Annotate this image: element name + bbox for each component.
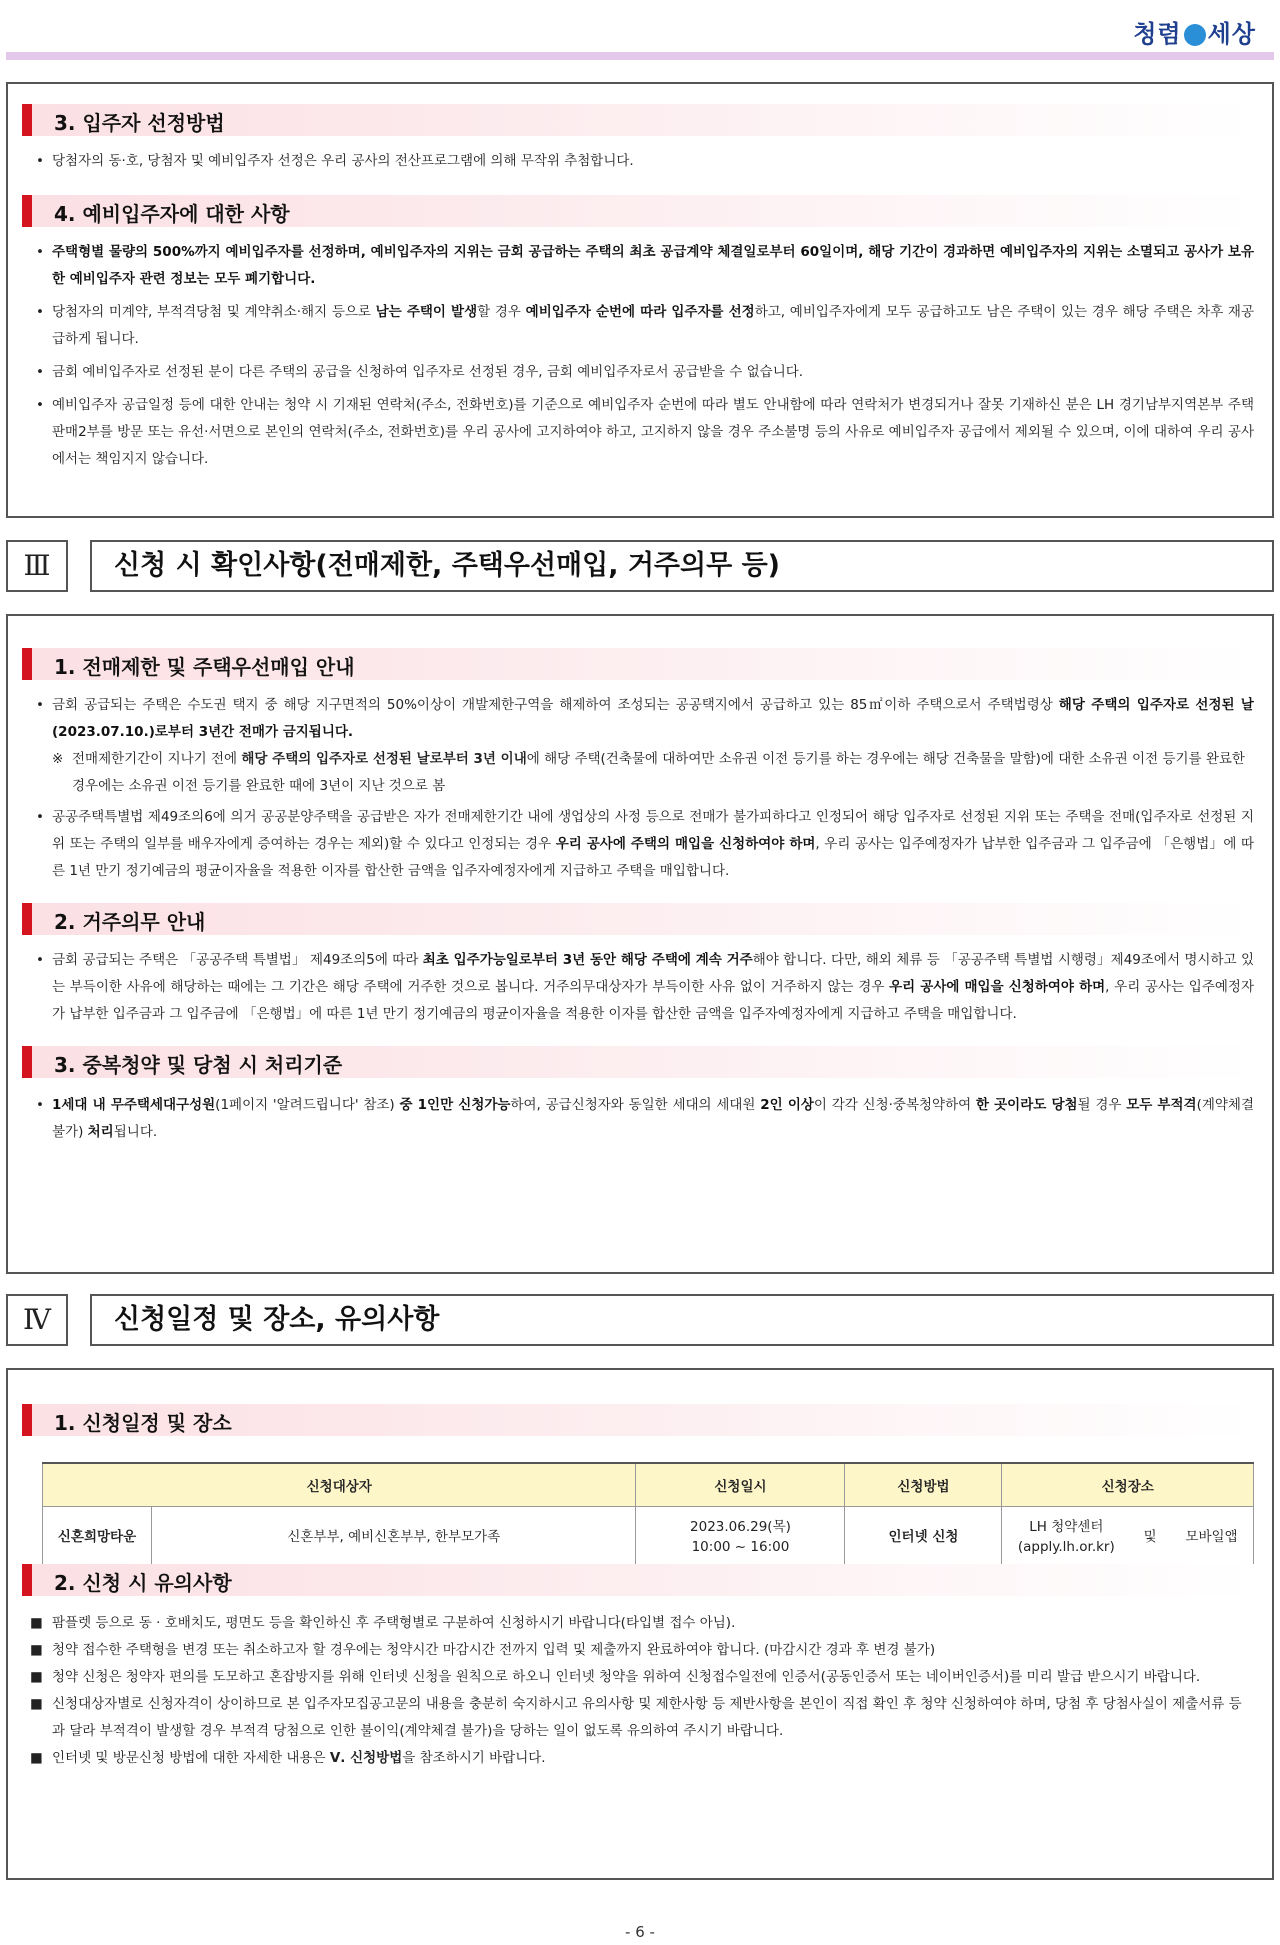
- logo-text-left: 청렴: [1133, 20, 1182, 48]
- table-header: 신청장소: [1002, 1463, 1254, 1507]
- square-bullet-text: ■ 팜플렛 등으로 동 · 호배치도, 평면도 등을 확인하신 후 주택형별로 구분하여 신청하시기 바랍니다(타입별 접수 아님).: [30, 1610, 1254, 1637]
- bullet-text: • 공공주택특별법 제49조의6에 의거 공공분양주택을 공급받은 자가 전매제한기간 내에 생업상의 사정 등으로 전매가 불가피하다고 인정되어 해당 입주자로 선정된 지위 또는 주택을 전매(입주자로 선정된 지위 또는 주택의 일부를 배우자에게 증여하는 경우는 제외)할 수 있다고 인정되는 경우 우리 공사에 주택의 매입을 신청하여야 하며, 우리 공사는 입주예정자가 납부한 입주금과 그 입주금에 「은행법」에 따른 1년 만기 정기예금의 평균이자율을 적용한 이자를 합산한 금액을 입주자예정자에게 지급하고 주택을 매입합니다.: [36, 804, 1254, 885]
- table-header: 신청대상자: [43, 1463, 636, 1507]
- logo: [1133, 14, 1256, 49]
- logo-text-right: 세상: [1207, 20, 1256, 48]
- bullet-text: • 금회 공급되는 주택은 「공공주택 특별법」 제49조의5에 따라 최초 입주가능일로부터 3년 동안 해당 주택에 계속 거주해야 합니다. 다만, 해외 체류 등 「공공주택 특별법 시행령」제49조에서 명시하고 있는 부득이한 사유에 해당하는 때에는 그 기간은 해당 주택에 거주한 것으로 봅니다. 거주의무대상자가 부득이한 사유 없이 거주하지 않는 경우 우리 공사에 매입을 신청하여야 하며, 우리 공사는 입주예정자가 납부한 입주금과 그 입주금에 「은행법」에 따른 1년 만기 정기예금의 평균이자율을 적용한 이자를 합산한 금액을 입주자예정자에게 지급하고 주택을 매입합니다.: [36, 947, 1254, 1028]
- globe-icon: [1184, 24, 1206, 46]
- subsection-heading: 4. 예비입주자에 대한 사항: [22, 195, 1258, 227]
- square-bullet-text: ■ 청약 접수한 주택형을 변경 또는 취소하고자 할 경우에는 청약시간 마감시간 전까지 입력 및 제출까지 완료하여야 합니다. (마감시간 경과 후 변경 불가): [30, 1637, 1254, 1664]
- subsection-heading: 1. 전매제한 및 주택우선매입 안내: [22, 648, 1258, 680]
- section-2-continued-box: [6, 82, 1274, 518]
- section-number: Ⅲ: [6, 540, 68, 592]
- table-row: [43, 1507, 1254, 1569]
- section-4-box: [6, 1368, 1274, 1880]
- table-header-row: [43, 1463, 1254, 1507]
- section-3-box: [6, 614, 1274, 1274]
- square-bullet-text: ■ 청약 신청은 청약자 편의를 도모하고 혼잡방지를 위해 인터넷 신청을 원칙으로 하오니 인터넷 청약을 위하여 신청접수일전에 인증서(공동인증서 또는 네이버인증서)를 미리 발급 받으시기 바랍니다.: [30, 1664, 1254, 1691]
- section-title: 신청 시 확인사항(전매제한, 주택우선매입, 거주의무 등): [90, 540, 1274, 592]
- subsection-heading: 1. 신청일정 및 장소: [22, 1404, 1258, 1436]
- table-cell: 2023.06.29(목) 10:00 ~ 16:00: [636, 1507, 845, 1569]
- section-3-heading: [6, 540, 1274, 592]
- table-header: 신청일시: [636, 1463, 845, 1507]
- table-cell: 신혼부부, 예비신혼부부, 한부모가족: [152, 1507, 636, 1569]
- subsection-heading: 2. 신청 시 유의사항: [22, 1564, 1258, 1596]
- bullet-text: • 당첨자의 미계약, 부적격당첨 및 계약취소·해지 등으로 남는 주택이 발생할 경우 예비입주자 순번에 따라 입주자를 선정하고, 예비입주자에게 모두 공급하고도 남은 주택이 있는 경우 해당 주택은 차후 재공급하게 됩니다.: [36, 299, 1254, 353]
- section-number: Ⅳ: [6, 1294, 68, 1346]
- subsection-heading: 3. 중복청약 및 당첨 시 처리기준: [22, 1046, 1258, 1078]
- schedule-table: [42, 1462, 1254, 1569]
- subsection-heading: 2. 거주의무 안내: [22, 903, 1258, 935]
- section-4-heading: [6, 1294, 1274, 1346]
- table-header: 신청방법: [845, 1463, 1002, 1507]
- note-text: ※ 전매제한기간이 지나기 전에 해당 주택의 입주자로 선정된 날로부터 3년 이내에 해당 주택(건축물에 대하여만 소유권 이전 등기를 하는 경우에는 해당 건축물을 말함)에 대한 소유권 이전 등기를 완료한 경우에는 소유권 이전 등기를 완료한 때에 3년이 지난 것으로 봄: [52, 746, 1254, 800]
- subsection-heading: 3. 입주자 선정방법: [22, 104, 1258, 136]
- bullet-text: • 주택형별 물량의 500%까지 예비입주자를 선정하며, 예비입주자의 지위는 금회 공급하는 주택의 최초 공급계약 체결일로부터 60일이며, 해당 기간이 경과하면 예비입주자의 지위는 소멸되고 공사가 보유한 예비입주자 관련 정보는 모두 폐기합니다.: [36, 239, 1254, 293]
- square-bullet-text: ■ 신청대상자별로 신청자격이 상이하므로 본 입주자모집공고문의 내용을 충분히 숙지하시고 유의사항 및 제한사항 등 제반사항을 본인이 직접 확인 후 청약 신청하여야 하며, 당첨 후 당첨사실이 제출서류 등과 달라 부적격이 발생할 경우 부적격 당첨으로 인한 불이익(계약체결 불가)을 당하는 일이 없도록 유의하여 주시기 바랍니다.: [30, 1691, 1254, 1745]
- table-cell: 신혼희망타운: [43, 1507, 152, 1569]
- page-number: - 6 -: [625, 1923, 655, 1941]
- bullet-text: • 예비입주자 공급일정 등에 대한 안내는 청약 시 기재된 연락처(주소, 전화번호)를 기준으로 예비입주자 순번에 따라 별도 안내함에 따라 연락처가 변경되거나 잘못 기재하신 분은 LH 경기남부지역본부 주택판매2부를 방문 또는 유선·서면으로 본인의 연락처(주소, 전화번호)를 우리 공사에 고지하여야 하고, 고지하지 않을 경우 주소불명 등의 사유로 예비입주자 공급에서 제외될 수 있으며, 이에 대하여 우리 공사에서는 책임지지 않습니다.: [36, 392, 1254, 473]
- table-cell: 인터넷 신청: [845, 1507, 1002, 1569]
- section-title: 신청일정 및 장소, 유의사항: [90, 1294, 1274, 1346]
- bullet-text: • 금회 공급되는 주택은 수도권 택지 중 해당 지구면적의 50%이상이 개발제한구역을 해제하여 조성되는 공공택지에서 공급하고 있는 85㎡이하 주택으로서 주택법령상 해당 주택의 입주자로 선정된 날(2023.07.10.)로부터 3년간 전매가 금지됩니다.: [36, 692, 1254, 746]
- bullet-text: • 당첨자의 동·호, 당첨자 및 예비입주자 선정은 우리 공사의 전산프로그램에 의해 무작위 추첨합니다.: [36, 148, 1254, 175]
- table-cell: LH 청약센터 (apply.lh.or.kr) 및 모바일앱: [1002, 1507, 1254, 1569]
- bullet-text: • 금회 예비입주자로 선정된 분이 다른 주택의 공급을 신청하여 입주자로 선정된 경우, 금회 예비입주자로서 공급받을 수 없습니다.: [36, 359, 1254, 386]
- bullet-text: • 1세대 내 무주택세대구성원(1페이지 '알려드립니다' 참조) 중 1인만 신청가능하여, 공급신청자와 동일한 세대의 세대원 2인 이상이 각각 신청·중복청약하여 한 곳이라도 당첨될 경우 모두 부적격(계약체결 불가) 처리됩니다.: [36, 1092, 1254, 1146]
- header-divider: [6, 52, 1274, 60]
- square-bullet-text: ■ 인터넷 및 방문신청 방법에 대한 자세한 내용은 Ⅴ. 신청방법을 참조하시기 바랍니다.: [30, 1745, 1254, 1772]
